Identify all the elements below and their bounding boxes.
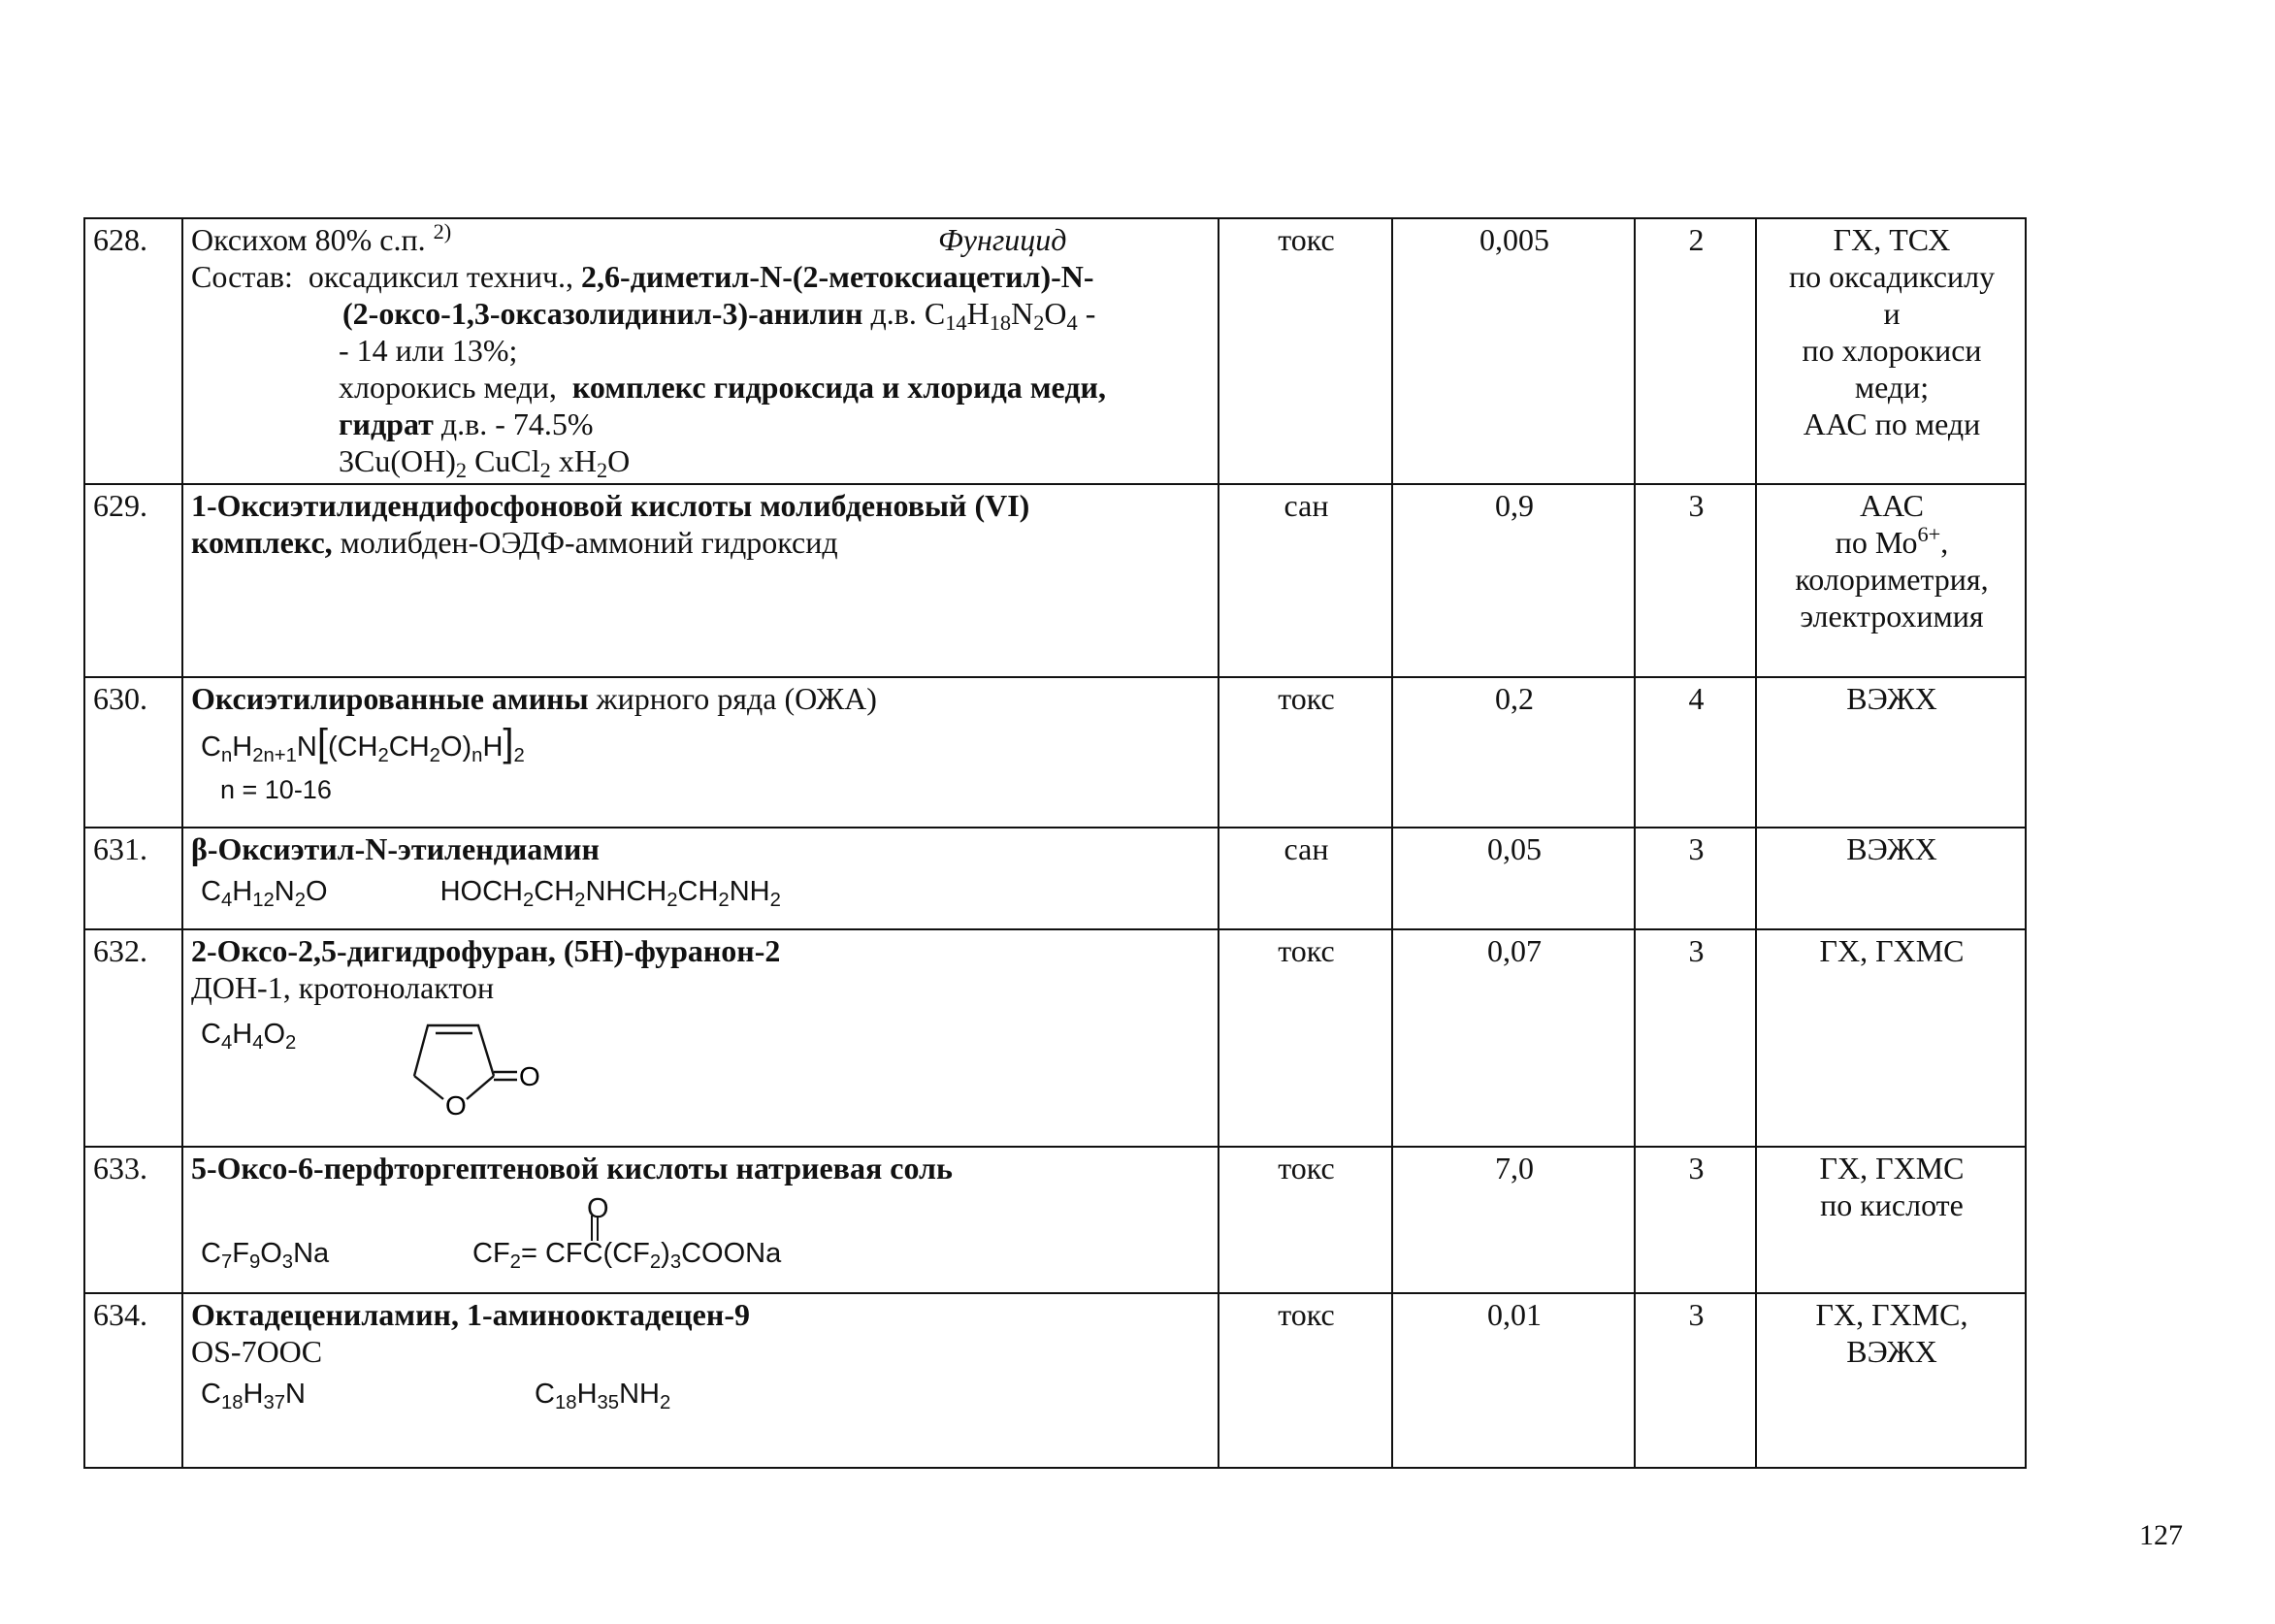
chemical-formula: $C_4H_{12}N_2O$ [201, 876, 328, 911]
method-text: по Мо [1835, 525, 1918, 560]
oxo-oxygen-label: O [587, 1193, 609, 1224]
concentration-value: 0,005 [1392, 218, 1635, 484]
chemical-formula: $C_{14}H_{18}N_2O_4$ [924, 296, 1078, 335]
composition-text: хлорокись меди, [339, 370, 557, 405]
composition-text: - 14 или 13%; [339, 333, 518, 368]
table-row [84, 1147, 2026, 1293]
hazard-class: 3 [1635, 484, 1756, 677]
synonym-text: ДОН-1, кротонолактон [191, 970, 495, 1005]
concentration-value: 0,01 [1392, 1293, 1635, 1468]
hazard-class: 2 [1635, 218, 1756, 484]
table-row [84, 828, 2026, 929]
method-text: ВЭЖХ [1846, 1334, 1937, 1369]
method-text: по кислоте [1820, 1187, 1964, 1222]
row-number: 628. [84, 218, 182, 484]
method-text: по оксадиксилу [1788, 259, 1996, 294]
composition-name: 2,6-диметил-N-(2-метоксиацетил)-N- [581, 259, 1094, 294]
hazard-class: 3 [1635, 929, 1756, 1147]
chemical-formula: $C_{18}H_{37}N$ [201, 1379, 306, 1413]
substance-name: β-Оксиэтил-N-этилендиамин [191, 831, 600, 866]
composition-name: комплекс гидроксида и хлорида меди, [571, 370, 1106, 405]
table-row [84, 677, 2026, 828]
composition-text: д.в. [870, 296, 917, 331]
row-number: 632. [84, 929, 182, 1147]
chemical-formula: $C_4H_4O_2$ [201, 1019, 297, 1054]
concentration-value: 7,0 [1392, 1147, 1635, 1293]
n-range-label: n = 10-16 [220, 775, 332, 804]
composition-text: д.в. - 74.5% [440, 406, 594, 441]
carbonyl-oxygen-label: O [519, 1061, 540, 1091]
hazard-indicator: токс [1219, 929, 1392, 1147]
footnote-mark: 2) [433, 219, 452, 244]
composition-text: - [1085, 296, 1096, 331]
hazard-indicator: сан [1219, 484, 1392, 677]
table-row [84, 218, 2026, 484]
structural-formula: $HOCH_2CH_2NHCH_2CH_2NH_2$ [439, 876, 781, 911]
method-text: ГХ, ГХМС [1756, 929, 2026, 1147]
synonym-text: молибден-ОЭДФ-аммоний гидроксид [340, 525, 838, 560]
method-superscript: 6+ [1917, 522, 1941, 546]
method-text: и [1883, 296, 1901, 331]
method-text: ГХ, ТСХ [1833, 222, 1951, 257]
chemical-formula: $3Cu(OH)_2$ CuCl$_2$ $xH_2O$ [339, 443, 631, 482]
substance-name: Октадецениламин, 1-аминооктадецен-9 [191, 1297, 750, 1332]
method-text: , [1940, 525, 1949, 560]
substance-name: 2-Оксо-2,5-дигидрофуран, (5Н)-фуранон-2 [191, 933, 781, 968]
method-cell [1756, 484, 2026, 677]
structural-formula: $C_{18}H_{35}NH_2$ [535, 1379, 671, 1413]
hazard-indicator: токс [1219, 677, 1392, 828]
hazard-class: 3 [1635, 1147, 1756, 1293]
hazard-indicator: токс [1219, 218, 1392, 484]
furanone-structure-diagram [385, 1006, 560, 1122]
substance-name: Оксиэтилированные амины [191, 681, 589, 716]
substance-name: комплекс, [191, 525, 333, 560]
chemical-formula: $C_nH_{2n+1}N[(CH_2CH_2O)_nH]_2$ [201, 722, 525, 766]
method-text: по хлорокиси [1802, 333, 1982, 368]
concentration-value: 0,2 [1392, 677, 1635, 828]
method-text: ГХ, ГХМС, [1815, 1297, 1968, 1332]
method-text: ВЭЖХ [1756, 677, 2026, 828]
hazard-class: 4 [1635, 677, 1756, 828]
chemical-formula: $C_7F_9O_3Na$ [201, 1238, 330, 1273]
structural-formula: $CF_2=$ $CFC(CF_2)_3COONa$ [472, 1238, 782, 1273]
row-number: 634. [84, 1293, 182, 1468]
substance-cell [182, 677, 1219, 828]
concentration-value: 0,05 [1392, 828, 1635, 929]
synonym-text: OS-7OOC [191, 1334, 323, 1369]
substance-table [83, 217, 2027, 1469]
row-number: 630. [84, 677, 182, 828]
hazard-class: 3 [1635, 1293, 1756, 1468]
synonym-text: жирного ряда (ОЖА) [596, 681, 877, 716]
method-text: колориметрия, [1795, 562, 1989, 597]
substance-cell [182, 1293, 1219, 1468]
method-cell [1756, 1293, 2026, 1468]
method-text: ААС [1860, 488, 1924, 523]
row-number: 633. [84, 1147, 182, 1293]
ring-oxygen-label: O [445, 1090, 467, 1121]
composition-label: Состав: [191, 259, 293, 294]
carbonyl-double-bond [589, 1216, 601, 1241]
table-row [84, 484, 2026, 677]
hazard-indicator: сан [1219, 828, 1392, 929]
page-number: 127 [2139, 1519, 2183, 1551]
hazard-indicator: токс [1219, 1147, 1392, 1293]
method-text: меди; [1854, 370, 1930, 405]
substance-cell [182, 484, 1219, 677]
substance-name: Оксихом 80% с.п. [191, 222, 426, 257]
substance-name: 5-Оксо-6-перфторгептеновой кислоты натриевая соль [191, 1151, 953, 1186]
method-text: ГХ, ГХМС [1819, 1151, 1965, 1186]
composition-name: гидрат [339, 406, 434, 441]
method-cell [1756, 1147, 2026, 1293]
hazard-indicator: токс [1219, 1293, 1392, 1468]
substance-cell [182, 1147, 1219, 1293]
method-text: ААС по меди [1803, 406, 1981, 441]
concentration-value: 0,9 [1392, 484, 1635, 677]
substance-cell [182, 929, 1219, 1147]
method-text: ВЭЖХ [1756, 828, 2026, 929]
substance-name: 1-Оксиэтилидендифосфоновой кислоты молибденовый (VI) [191, 488, 1030, 523]
substance-cell [182, 828, 1219, 929]
category-label: Фунгицид [938, 222, 1067, 257]
concentration-value: 0,07 [1392, 929, 1635, 1147]
composition-name: (2-оксо-1,3-оксазолидинил-3)-анилин [342, 296, 863, 331]
row-number: 629. [84, 484, 182, 677]
table-row [84, 1293, 2026, 1468]
method-text: электрохимия [1800, 599, 1984, 633]
composition-text: оксадиксил технич., [308, 259, 574, 294]
hazard-class: 3 [1635, 828, 1756, 929]
method-cell [1756, 218, 2026, 484]
table-row [84, 929, 2026, 1147]
substance-cell [182, 218, 1219, 484]
row-number: 631. [84, 828, 182, 929]
